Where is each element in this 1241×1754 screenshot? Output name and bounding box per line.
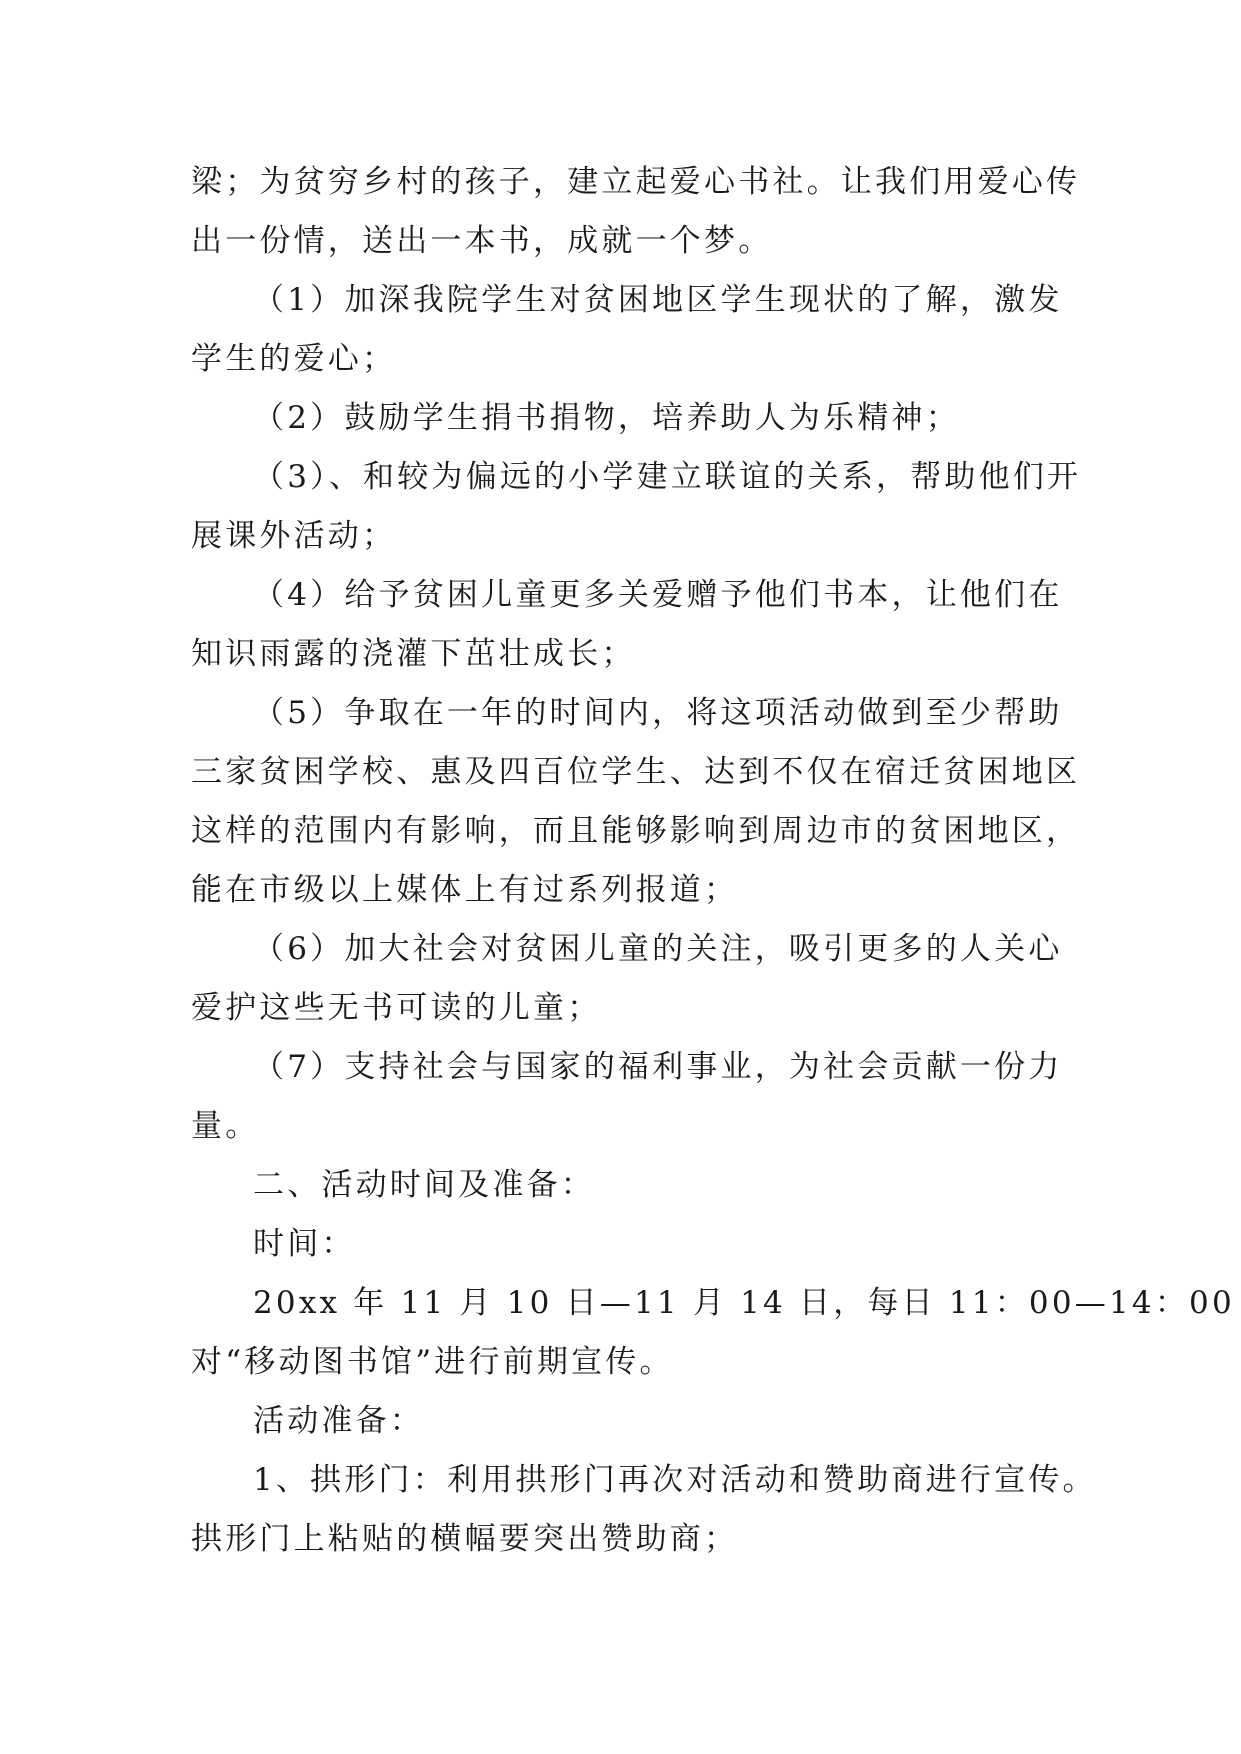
text-line: 展课外活动； [191, 518, 397, 554]
text-line: （6）加大社会对贫困儿童的关注，吸引更多的人关心 [253, 931, 1063, 967]
text-line: 拱形门上粘贴的横幅要突出赞助商； [191, 1521, 739, 1557]
text-line: （3）、和较为偏远的小学建立联谊的关系，帮助他们开 [253, 459, 1082, 495]
text-line: 梁；为贫穷乡村的孩子，建立起爱心书社。让我们用爱心传 [191, 164, 1081, 200]
section-heading: 二、活动时间及准备： [253, 1167, 595, 1203]
text-line: 这样的范围内有影响，而且能够影响到周边市的贫困地区， [191, 813, 1081, 849]
text-line: 活动准备： [253, 1403, 424, 1439]
text-line: （5）争取在一年的时间内，将这项活动做到至少帮助 [253, 695, 1063, 731]
text-line: 三家贫困学校、惠及四百位学生、达到不仅在宿迁贫困地区 [191, 754, 1081, 790]
text-line: 学生的爱心； [191, 341, 397, 377]
text-line: 时间： [253, 1226, 356, 1262]
text-line: 知识雨露的浇灌下茁壮成长； [191, 636, 636, 672]
document-body [191, 153, 1235, 1569]
text-line: 量。 [191, 1108, 260, 1144]
text-line: （2）鼓励学生捐书捐物，培养助人为乐精神； [253, 400, 960, 436]
text-line: （4）给予贫困儿童更多关爱赠予他们书本，让他们在 [253, 577, 1063, 613]
text-line: （1）加深我院学生对贫困地区学生现状的了解，激发 [253, 282, 1063, 318]
text-line: 能在市级以上媒体上有过系列报道； [191, 872, 739, 908]
text-line: 20xx 年 11 月 10 日—11 月 14 日，每日 11：00—14：00 [253, 1285, 1235, 1321]
text-line: 爱护这些无书可读的儿童； [191, 990, 602, 1026]
text-line: （7）支持社会与国家的福利事业，为社会贡献一份力 [253, 1049, 1063, 1085]
text-line: 出一份情，送出一本书，成就一个梦。 [191, 223, 773, 259]
text-line: 1、拱形门：利用拱形门再次对活动和赞助商进行宣传。 [253, 1462, 1097, 1498]
text-line: 对“移动图书馆”进行前期宣传。 [191, 1344, 674, 1380]
